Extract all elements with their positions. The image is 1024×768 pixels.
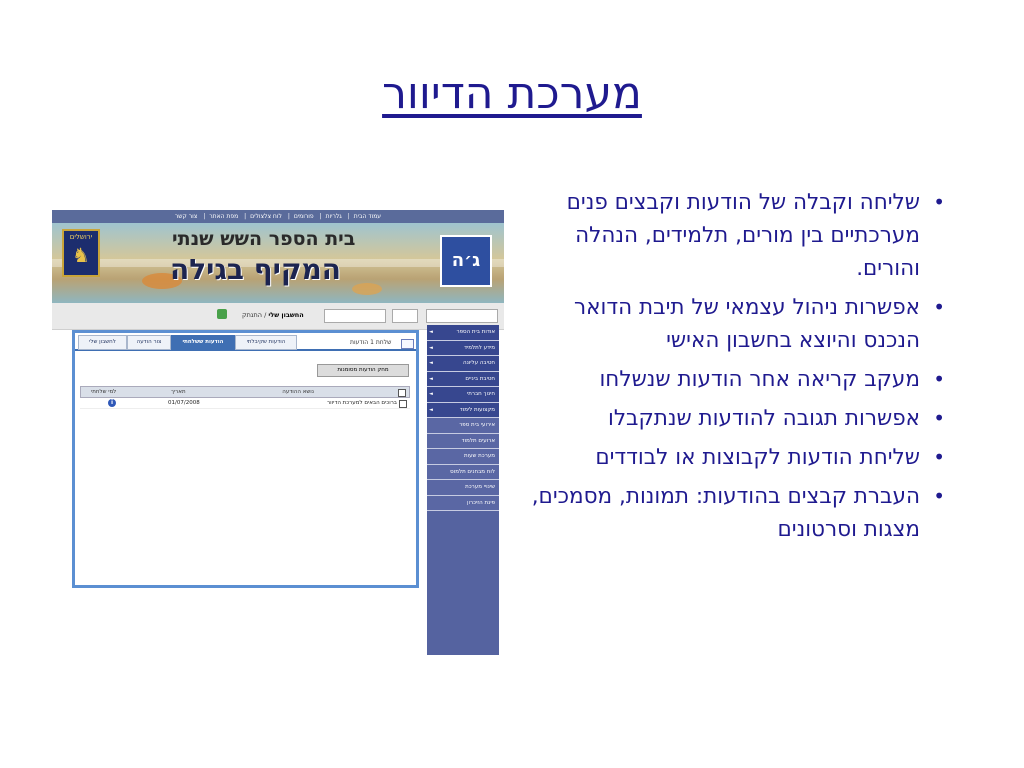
side-menu-label: ארועים תלמוד xyxy=(461,437,495,444)
slide-title: מערכת הדיוור xyxy=(382,68,642,119)
bullet-text: שליחת הודעות לקבוצות או לבודדים xyxy=(595,445,920,470)
tab-sent[interactable]: הודעות ששלחתי xyxy=(171,335,235,350)
side-menu-item[interactable] xyxy=(427,418,499,434)
nav-link[interactable]: גלריות xyxy=(325,213,342,220)
envelope-icon xyxy=(401,339,414,349)
side-menu-item[interactable] xyxy=(427,496,499,512)
lion-icon: ♞ xyxy=(72,243,90,267)
side-menu-item[interactable] xyxy=(427,403,499,419)
side-menu-label: חינוך חברתי xyxy=(467,391,495,397)
bullet-dot: • xyxy=(933,406,945,430)
bullet-item xyxy=(520,186,945,285)
my-account-link[interactable]: החשבון שלי xyxy=(268,311,304,319)
bullet-list xyxy=(520,186,945,552)
username-field[interactable] xyxy=(426,309,498,323)
arrow-left-icon: ◄ xyxy=(429,406,433,413)
side-menu-item[interactable] xyxy=(427,372,499,388)
nav-link[interactable]: מפת האתר xyxy=(209,213,239,220)
top-nav: עמוד הבית| גלריות| פורומים| לוח צלצולים| מפת האתר| צור קשר xyxy=(52,210,504,223)
side-menu-item[interactable] xyxy=(427,325,499,341)
column-header: תאריך xyxy=(171,389,186,395)
logout-link[interactable]: התנתק xyxy=(242,311,263,319)
side-menu-label: חטיבה עליונה xyxy=(462,360,495,366)
side-menu-label: פינת הזיכרון xyxy=(467,499,495,506)
logout-icon[interactable] xyxy=(217,309,227,319)
arrow-left-icon: ◄ xyxy=(429,329,433,335)
side-menu-item[interactable] xyxy=(427,341,499,357)
tab-compose[interactable]: צור הודעה xyxy=(127,335,171,350)
bullet-dot: • xyxy=(933,484,945,508)
bullet-item xyxy=(520,480,945,546)
delete-selected-button[interactable]: מחק הודעות מסומנות xyxy=(317,364,409,377)
nav-link[interactable]: עמוד הבית xyxy=(353,213,382,220)
side-menu-label: מידע לתלמיד xyxy=(464,344,495,351)
emblem-label: ירושלים xyxy=(69,233,93,241)
mail-panel xyxy=(72,330,419,588)
bullet-dot: • xyxy=(933,367,945,391)
bullet-text: שליחה וקבלה של הודעות וקבצים פנים מערכתיים בין מורים, תלמידים, הנהלה והורים. xyxy=(566,190,920,281)
search-input[interactable] xyxy=(324,309,386,323)
bullet-text: העברת קבצים בהודעות: תמונות, מסמכים, מצגות וסרטונים xyxy=(531,484,920,542)
side-menu-item[interactable] xyxy=(427,434,499,450)
jerusalem-emblem-icon xyxy=(62,229,100,277)
row-checkbox[interactable] xyxy=(399,400,407,408)
tab-received[interactable]: הודעות שקיבלתי xyxy=(235,335,297,350)
bullet-dot: • xyxy=(933,190,945,214)
nav-link[interactable]: צור קשר xyxy=(174,213,198,220)
website-screenshot xyxy=(52,210,504,655)
bullet-item xyxy=(520,291,945,357)
banner-title-line1: בית הספר השש שנתי xyxy=(172,228,356,250)
account-links xyxy=(242,311,304,319)
school-logo[interactable]: ג׳ה xyxy=(440,235,492,287)
side-menu-item[interactable] xyxy=(427,449,499,465)
bullet-dot: • xyxy=(933,295,945,319)
arrow-left-icon: ◄ xyxy=(429,391,433,397)
bullet-text: אפשרות תגובה להודעות שנתקבלו xyxy=(607,406,920,431)
side-menu-label: לוח מבחנים תלמוס xyxy=(450,468,495,475)
bullet-item xyxy=(520,363,945,396)
mail-count: שלחת 1 הודעות xyxy=(350,339,392,346)
banner-title-line2: המקיף בגילה xyxy=(170,253,342,286)
arrow-left-icon: ◄ xyxy=(429,375,433,382)
side-menu-label: אודות בית הספר xyxy=(456,329,495,335)
bullet-dot: • xyxy=(933,445,945,469)
table-row[interactable] xyxy=(80,398,410,409)
nav-link[interactable]: פורומים xyxy=(293,213,314,220)
message-date: 01/07/2008 xyxy=(168,400,200,406)
side-menu-item[interactable] xyxy=(427,480,499,496)
side-menu-label: מקצועות לימוד xyxy=(459,406,495,413)
messages-table xyxy=(80,386,410,409)
bullet-text: מעקב קריאה אחר הודעות שנשלחו xyxy=(599,367,920,392)
select-all-checkbox[interactable] xyxy=(398,389,406,397)
password-field[interactable] xyxy=(392,309,418,323)
side-menu-label: אירועי בית ספר xyxy=(459,422,495,428)
bullet-item xyxy=(520,441,945,474)
arrow-left-icon: ◄ xyxy=(429,344,433,351)
side-menu-label: חטיבת ביניים xyxy=(465,375,495,382)
fish-decoration xyxy=(352,283,382,295)
side-menu-item[interactable] xyxy=(427,356,499,372)
mail-tabs xyxy=(75,335,416,351)
info-icon[interactable]: i xyxy=(108,399,116,407)
side-menu-label: מערכת שעות xyxy=(463,453,495,459)
side-menu-label: שינויי מערכת xyxy=(465,484,495,490)
column-header: נושא ההודעה xyxy=(282,389,314,395)
arrow-left-icon: ◄ xyxy=(429,360,433,366)
separator: / xyxy=(264,311,267,319)
side-menu-item[interactable] xyxy=(427,465,499,481)
bullet-text: אפשרות ניהול עצמאי של תיבת הדואר הנכנס והיוצא בחשבון האישי xyxy=(574,295,920,353)
side-menu xyxy=(427,325,499,655)
message-subject[interactable]: ברוכים הבאים למערכת הדיוור xyxy=(326,400,397,406)
table-header xyxy=(80,386,410,398)
site-banner xyxy=(52,223,504,303)
nav-link[interactable]: לוח צלצולים xyxy=(250,213,282,220)
tab-my-account[interactable]: לחשבון שלי xyxy=(78,335,127,350)
side-menu-item[interactable] xyxy=(427,387,499,403)
bullet-item xyxy=(520,402,945,435)
column-header: למי שלחתי xyxy=(91,389,117,395)
